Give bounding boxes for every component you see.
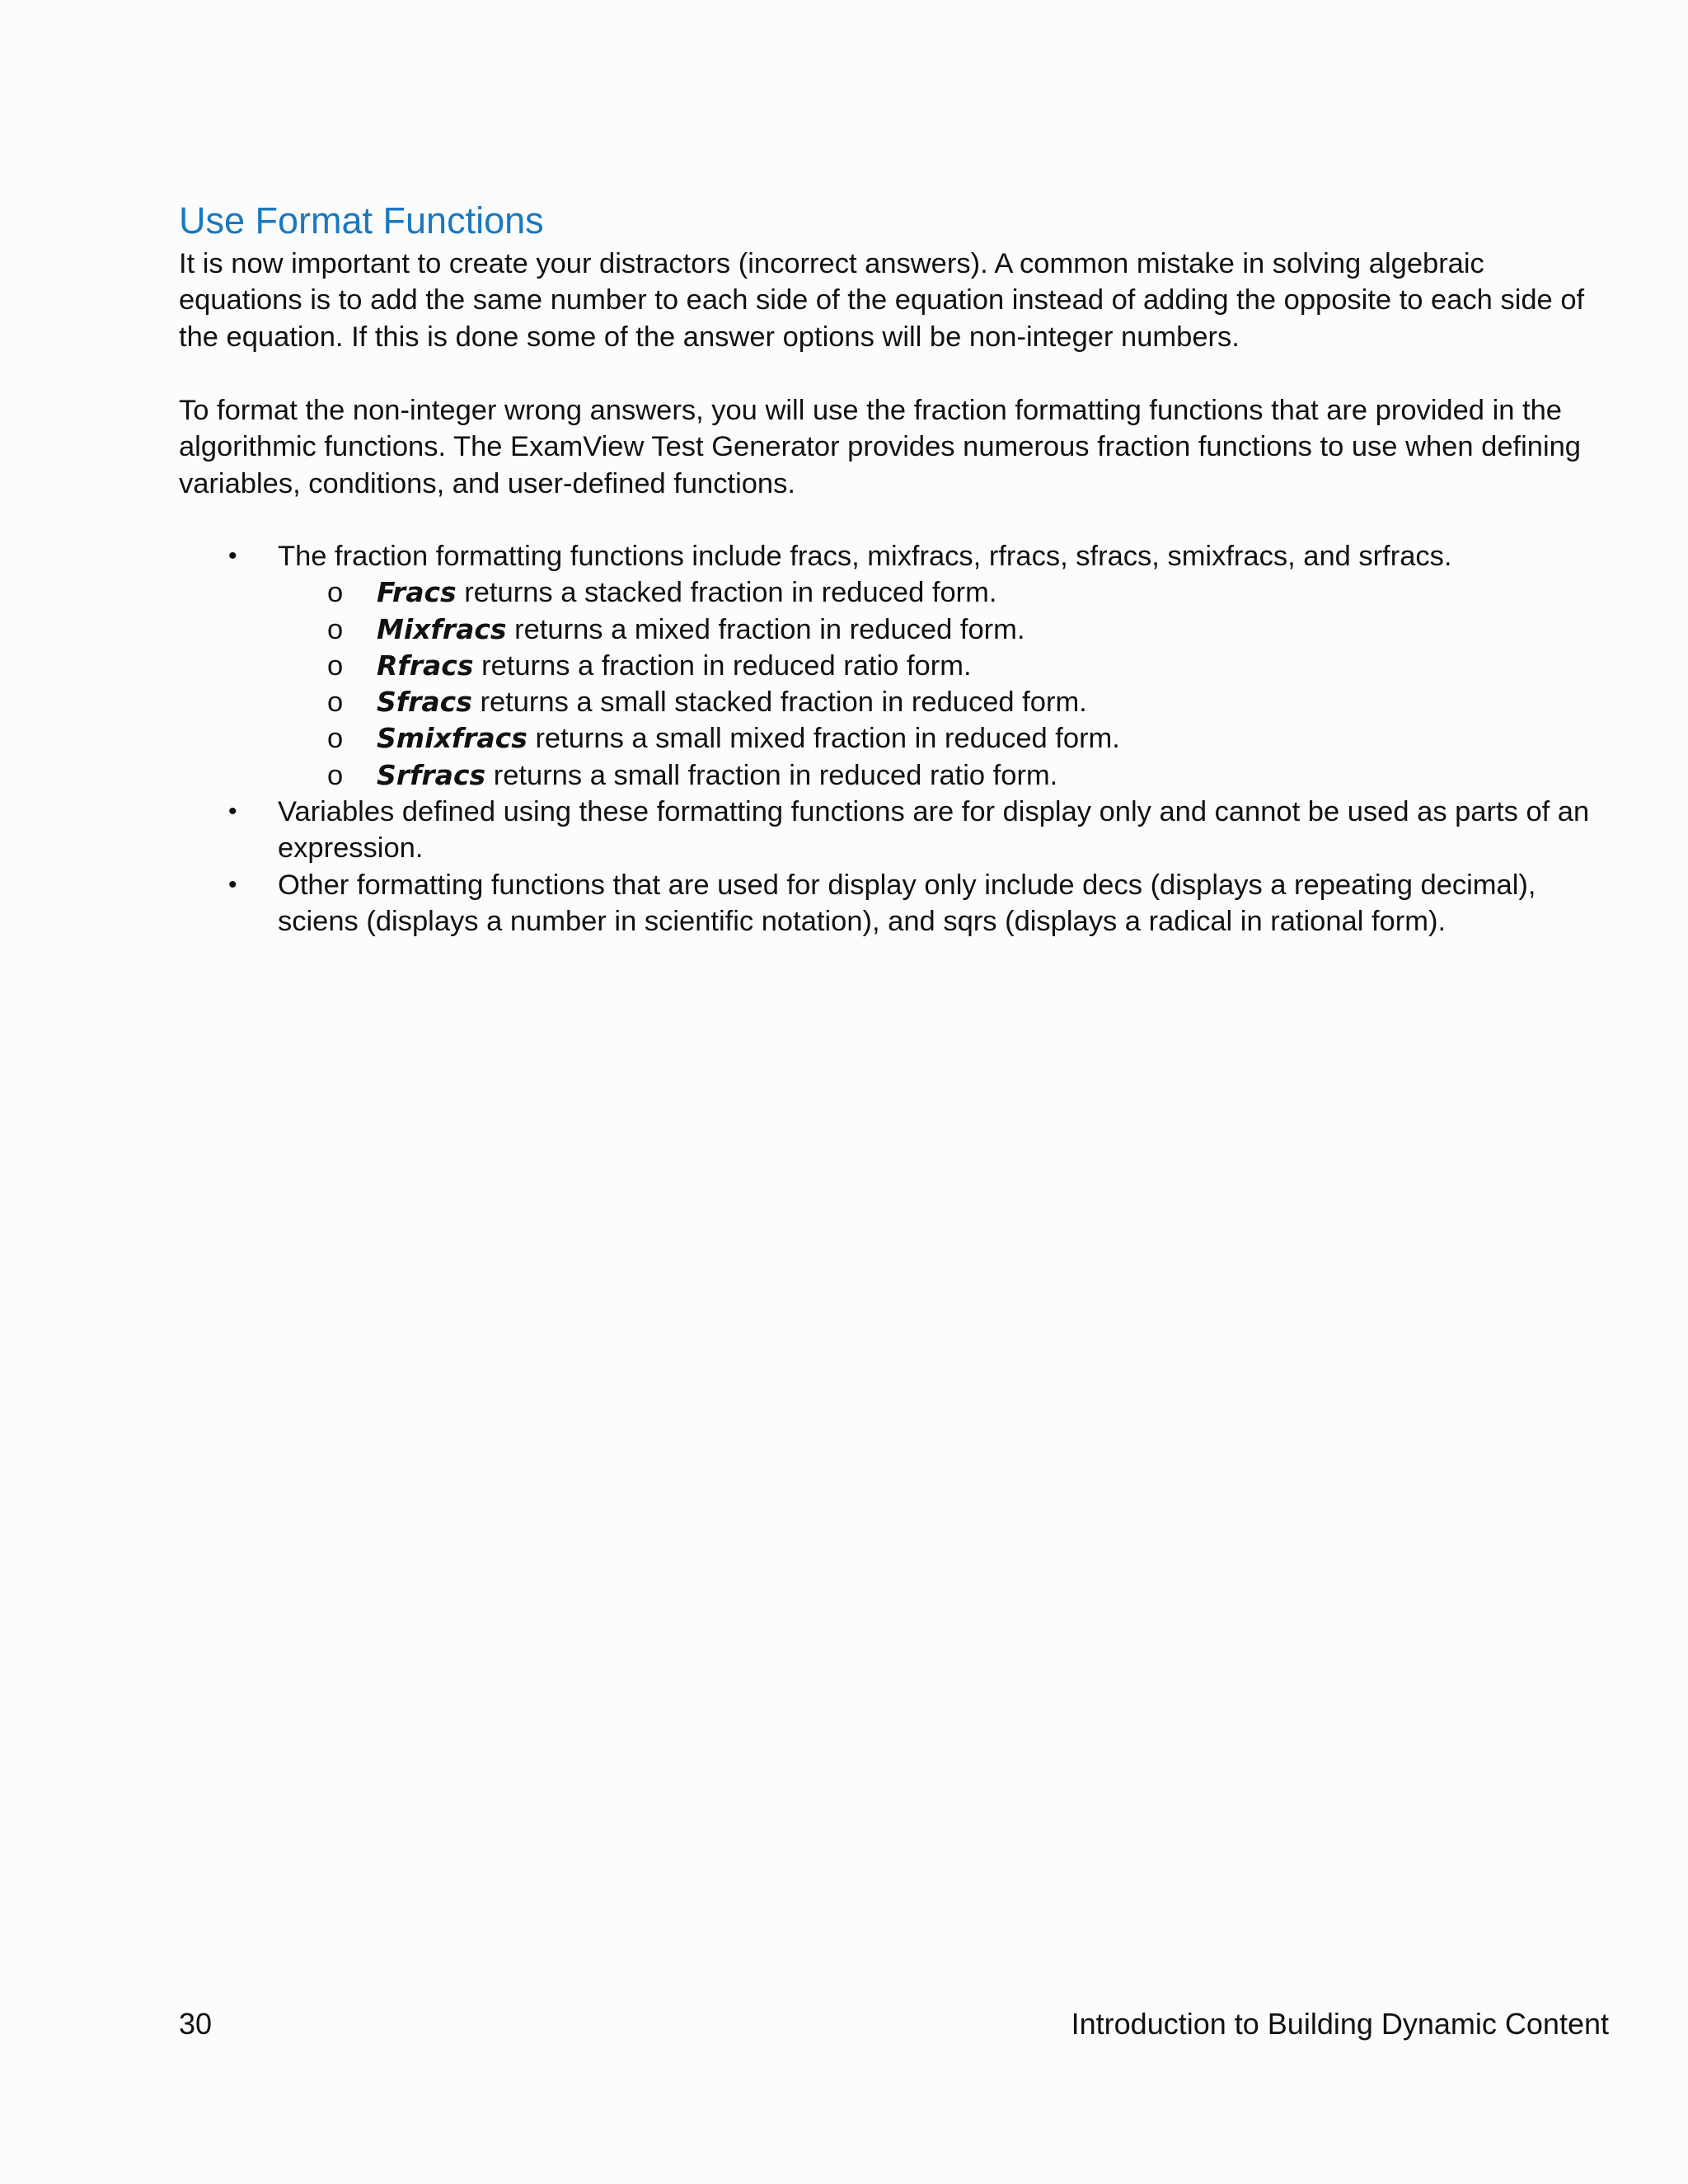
formatting-paragraph: To format the non-integer wrong answers, you will use the fraction formatting functions that are provided in the algorithmic functions. The ExamView Test Generator provides numerous fraction functions to use when defining variables, conditions, and user-defined functions. <box>179 395 1581 499</box>
fraction-function-list <box>278 574 1613 794</box>
bullet-list <box>179 538 1613 940</box>
function-description: returns a mixed fraction in reduced form. <box>506 613 1025 645</box>
bullet-marker: • <box>228 870 237 898</box>
function-name: Smixfracs <box>377 722 528 755</box>
sub-bullet-marker: o <box>327 759 344 791</box>
section-heading: Use Format Functions <box>179 199 544 241</box>
function-name: Srfracs <box>377 758 486 791</box>
sub-list-item <box>278 574 1613 611</box>
sub-list-item <box>278 757 1613 794</box>
sub-bullet-marker: o <box>327 723 344 755</box>
function-description: returns a small fraction in reduced ratio form. <box>485 759 1058 791</box>
sub-bullet-marker: o <box>327 687 344 719</box>
function-description: returns a small mixed fraction in reduced form. <box>527 723 1120 755</box>
bullet-item <box>179 867 1613 940</box>
function-name: Mixfracs <box>377 612 507 645</box>
bullet-marker: • <box>228 798 237 826</box>
function-name: Rfracs <box>377 649 474 682</box>
function-description: returns a fraction in reduced ratio form. <box>473 649 972 682</box>
bullet-text: Variables defined using these formatting functions are for display only and cannot be used as parts of an expression. <box>278 796 1590 865</box>
function-description: returns a stacked fraction in reduced form. <box>456 577 997 609</box>
intro-paragraph: It is now important to create your distractors (incorrect answers). A common mistake in solving algebraic equations is to add the same number to each side of the equation instead of adding the opposite to each side of the equation. If this is done some of the answer options will be non-integer numbers. <box>179 248 1585 353</box>
bullet-marker: • <box>228 542 237 569</box>
bullet-text: Other formatting functions that are used for display only include decs (displays a repeating decimal), sciens (displays a number in scientific notation), and sqrs (displays a radical in rational form). <box>278 869 1536 937</box>
bullet-item <box>179 538 1613 794</box>
sub-list-item <box>278 612 1613 648</box>
sub-bullet-marker: o <box>327 577 344 609</box>
bullet-item <box>179 794 1613 867</box>
bullet-text: The fraction formatting functions include fracs, mixfracs, rfracs, sfracs, smixfracs, and srfracs. <box>278 541 1452 572</box>
function-description: returns a small stacked fraction in reduced form. <box>471 687 1087 719</box>
sub-bullet-marker: o <box>327 613 344 645</box>
sub-list-item <box>278 720 1613 757</box>
function-name: Fracs <box>377 576 457 609</box>
function-name: Sfracs <box>377 686 472 719</box>
footer-title: Introduction to Building Dynamic Content <box>1071 2007 1609 2041</box>
sub-list-item <box>278 684 1613 720</box>
sub-bullet-marker: o <box>327 649 344 682</box>
page-number: 30 <box>179 2007 213 2041</box>
sub-list-item <box>278 648 1613 684</box>
